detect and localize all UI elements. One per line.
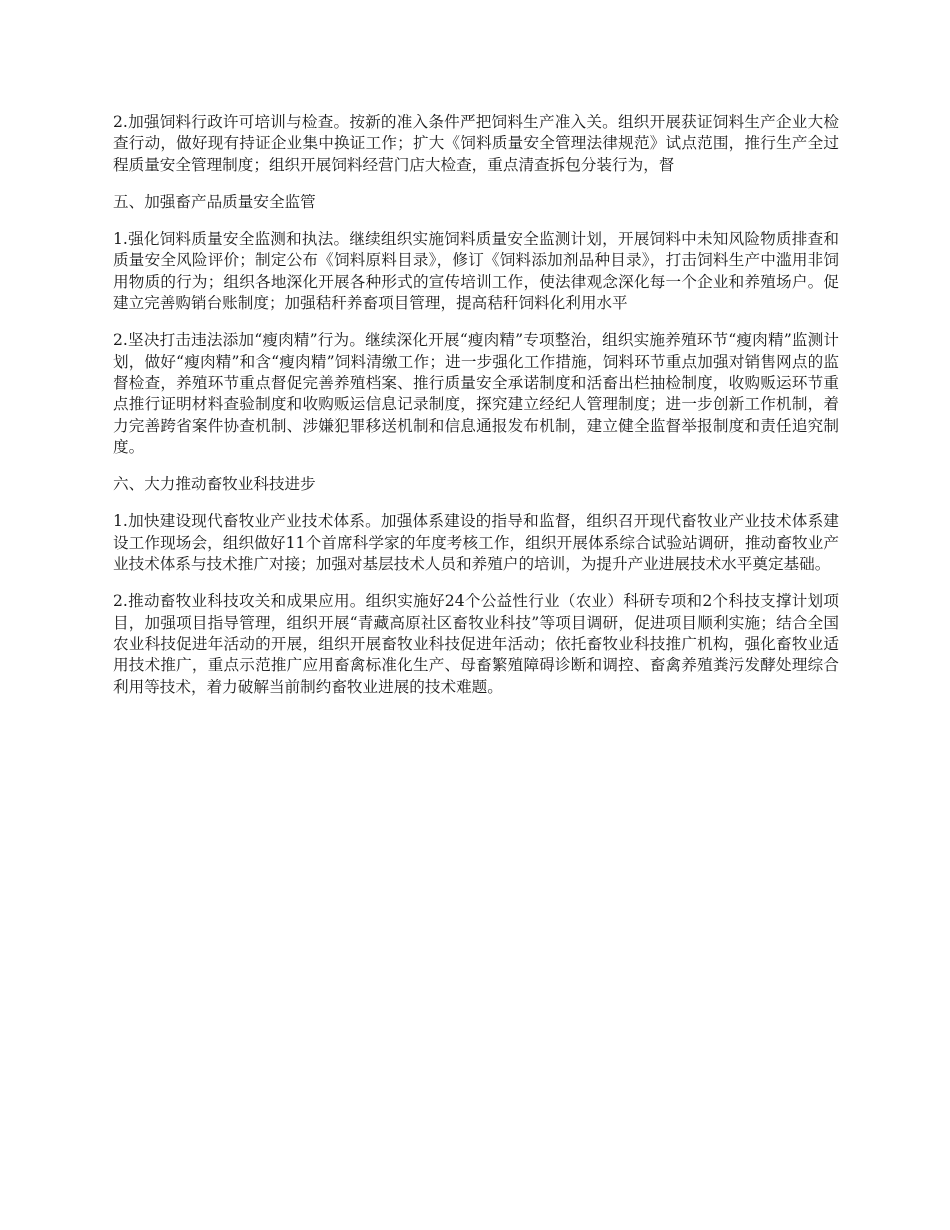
paragraph-tech-research-application: 2.推动畜牧业科技攻关和成果应用。组织实施好24个公益性行业（农业）科研专项和2个科技支撑计划项目，加强项目指导管理，组织开展“青藏高原社区畜牧业科技”等项目调研，促进项目顺利实施；结合全国农业科技促进年活动的开展，组织开展畜牧业科技促进年活动；依托畜牧业科技推广机构，强化畜牧业适用技术推广，重点示范推广应用畜禽标准化生产、母畜繁殖障碍诊断和调控、畜禽养殖粪污发酵处理综合利用等技术，着力破解当前制约畜牧业进展的技术难题。 bbox=[113, 592, 839, 696]
paragraph-feed-permit-training: 2.加强饲料行政许可培训与检查。按新的准入条件严把饲料生产准入关。组织开展获证饲料生产企业大检查行动，做好现有持证企业集中换证工作；扩大《饲料质量安全管理法律规范》试点范围，推行生产全过程质量安全管理制度；组织开展饲料经营门店大检查，重点清查拆包分装行为，督 bbox=[113, 113, 839, 174]
paragraph-industry-tech-system: 1.加快建设现代畜牧业产业技术体系。加强体系建设的指导和监督，组织召开现代畜牧业产业技术体系建设工作现场会，组织做好11个首席科学家的年度考核工作，组织开展体系综合试验站调研，推动畜牧业产业技术体系与技术推广对接；加强对基层技术人员和养殖户的培训，为提升产业进展技术水平奠定基础。 bbox=[113, 512, 839, 574]
paragraph-feed-monitoring: 1.强化饲料质量安全监测和执法。继续组织实施饲料质量安全监测计划，开展饲料中未知风险物质排查和质量安全风险评价；制定公布《饲料原料目录》，修订《饲料添加剂品种目录》，打击饲料生产中滥用非饲用物质的行为；组织各地深化开展各种形式的宣传培训工作，使法律观念深化每一个企业和养殖场户。促建立完善购销台账制度；加强秸秆养畜项目管理，提高秸秆饲料化利用水平 bbox=[113, 230, 839, 313]
section-heading-six: 六、大力推动畜牧业科技进步 bbox=[113, 475, 316, 494]
section-heading-five: 五、加强畜产品质量安全监管 bbox=[113, 192, 316, 211]
paragraph-clenbuterol-crackdown: 2.坚决打击违法添加“瘦肉精”行为。继续深化开展“瘦肉精”专项整治，组织实施养殖环节“瘦肉精”监测计划，做好“瘦肉精”和含“瘦肉精”饲料清缴工作；进一步强化工作措施，饲料环节重点加强对销售网点的监督检查，养殖环节重点督促完善养殖档案、推行质量安全承诺制度和活畜出栏抽检制度，收购贩运环节重点推行证明材料查验制度和收购贩运信息记录制度，探究建立经纪人管理制度；进一步创新工作机制，着力完善跨省案件协查机制、涉嫌犯罪移送机制和信息通报发布机制，建立健全监督举报制度和责任追究制度。 bbox=[113, 331, 839, 456]
document-body bbox=[113, 112, 839, 714]
